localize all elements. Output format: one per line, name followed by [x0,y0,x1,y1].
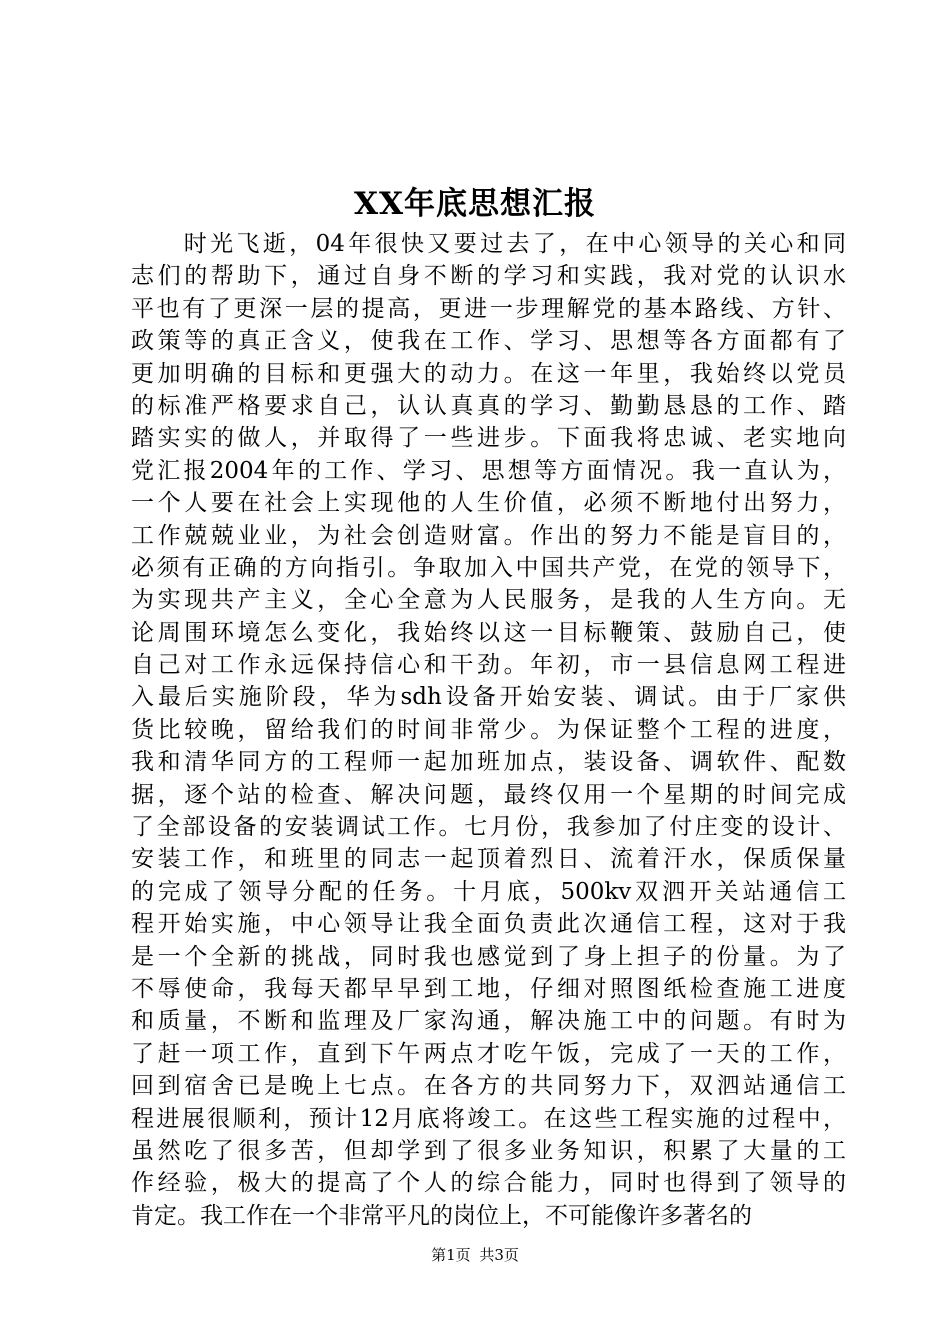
body-line: 党汇报2004年的工作、学习、思想等方面情况。我一直认为， [131,457,846,484]
body-line: 必须有正确的方向指引。争取加入中国共产党，在党的领导下， [131,554,846,581]
body-line: 的标准严格要求自己，认认真真的学习、勤勤恳恳的工作、踏 [131,392,846,419]
body-line: 我和清华同方的工程师一起加班加点，装设备、调软件、配数 [131,749,846,776]
body-line: 了全部设备的安装调试工作。七月份，我参加了付庄变的设计、 [131,814,846,841]
body-line: 虽然吃了很多苦，但却学到了很多业务知识，积累了大量的工 [131,1137,846,1164]
document-body [131,228,846,1232]
body-line: 程进展很顺利，预计12月底将竣工。在这些工程实施的过程中， [131,1105,846,1132]
body-line: 平也有了更深一层的提高，更进一步理解党的基本路线、方针、 [131,295,846,322]
body-line: 论周围环境怎么变化，我始终以这一目标鞭策、鼓励自己，使 [131,619,846,646]
body-line: 据，逐个站的检查、解决问题，最终仅用一个星期的时间完成 [131,781,846,808]
body-line: 是一个全新的挑战，同时我也感觉到了身上担子的份量。为了 [131,943,846,970]
body-line: 程开始实施，中心领导让我全面负责此次通信工程，这对于我 [131,911,846,938]
body-line: 政策等的真正含义，使我在工作、学习、思想等各方面都有了 [131,328,846,355]
body-line: 货比较晚，留给我们的时间非常少。为保证整个工程的进度， [131,716,846,743]
body-line: 的完成了领导分配的任务。十月底，500kv双泗开关站通信工 [131,878,846,905]
body-line: 时光飞逝，04年很快又要过去了，在中心领导的关心和同 [131,231,846,257]
body-line: 作经验，极大的提高了个人的综合能力，同时也得到了领导的 [131,1170,846,1197]
body-line: 入最后实施阶段，华为sdh设备开始安装、调试。由于厂家供 [131,684,846,711]
page-number: 第1页 [431,1246,471,1264]
body-line: 工作兢兢业业，为社会创造财富。作出的努力不能是盲目的， [131,522,846,549]
body-line: 一个人要在社会上实现他的人生价值，必须不断地付出努力， [131,490,846,517]
body-line: 了赶一项工作，直到下午两点才吃午饭，完成了一天的工作， [131,1040,846,1067]
body-line: 更加明确的目标和更强大的动力。在这一年里，我始终以党员 [131,360,846,387]
body-line: 安装工作，和班里的同志一起顶着烈日、流着汗水，保质保量 [131,846,846,873]
body-line: 自己对工作永远保持信心和干劲。年初，市一县信息网工程进 [131,652,846,679]
body-line: 志们的帮助下，通过自身不断的学习和实践，我对党的认识水 [131,263,846,290]
body-line: 为实现共产主义，全心全意为人民服务，是我的人生方向。无 [131,587,846,614]
body-line: 回到宿舍已是晚上七点。在各方的共同努力下，双泗站通信工 [131,1073,846,1100]
page-footer [0,1245,950,1265]
document-title: XX年底思想汇报 [353,186,597,222]
body-line: 肯定。我工作在一个非常平凡的岗位上，不可能像许多著名的 [131,1202,752,1229]
page-total: 共3页 [479,1246,519,1264]
body-line: 踏实实的做人，并取得了一些进步。下面我将忠诚、老实地向 [131,425,846,452]
body-line: 不辱使命，我每天都早早到工地，仔细对照图纸检查施工进度 [131,975,846,1002]
body-line: 和质量，不断和监理及厂家沟通，解决施工中的问题。有时为 [131,1008,846,1035]
